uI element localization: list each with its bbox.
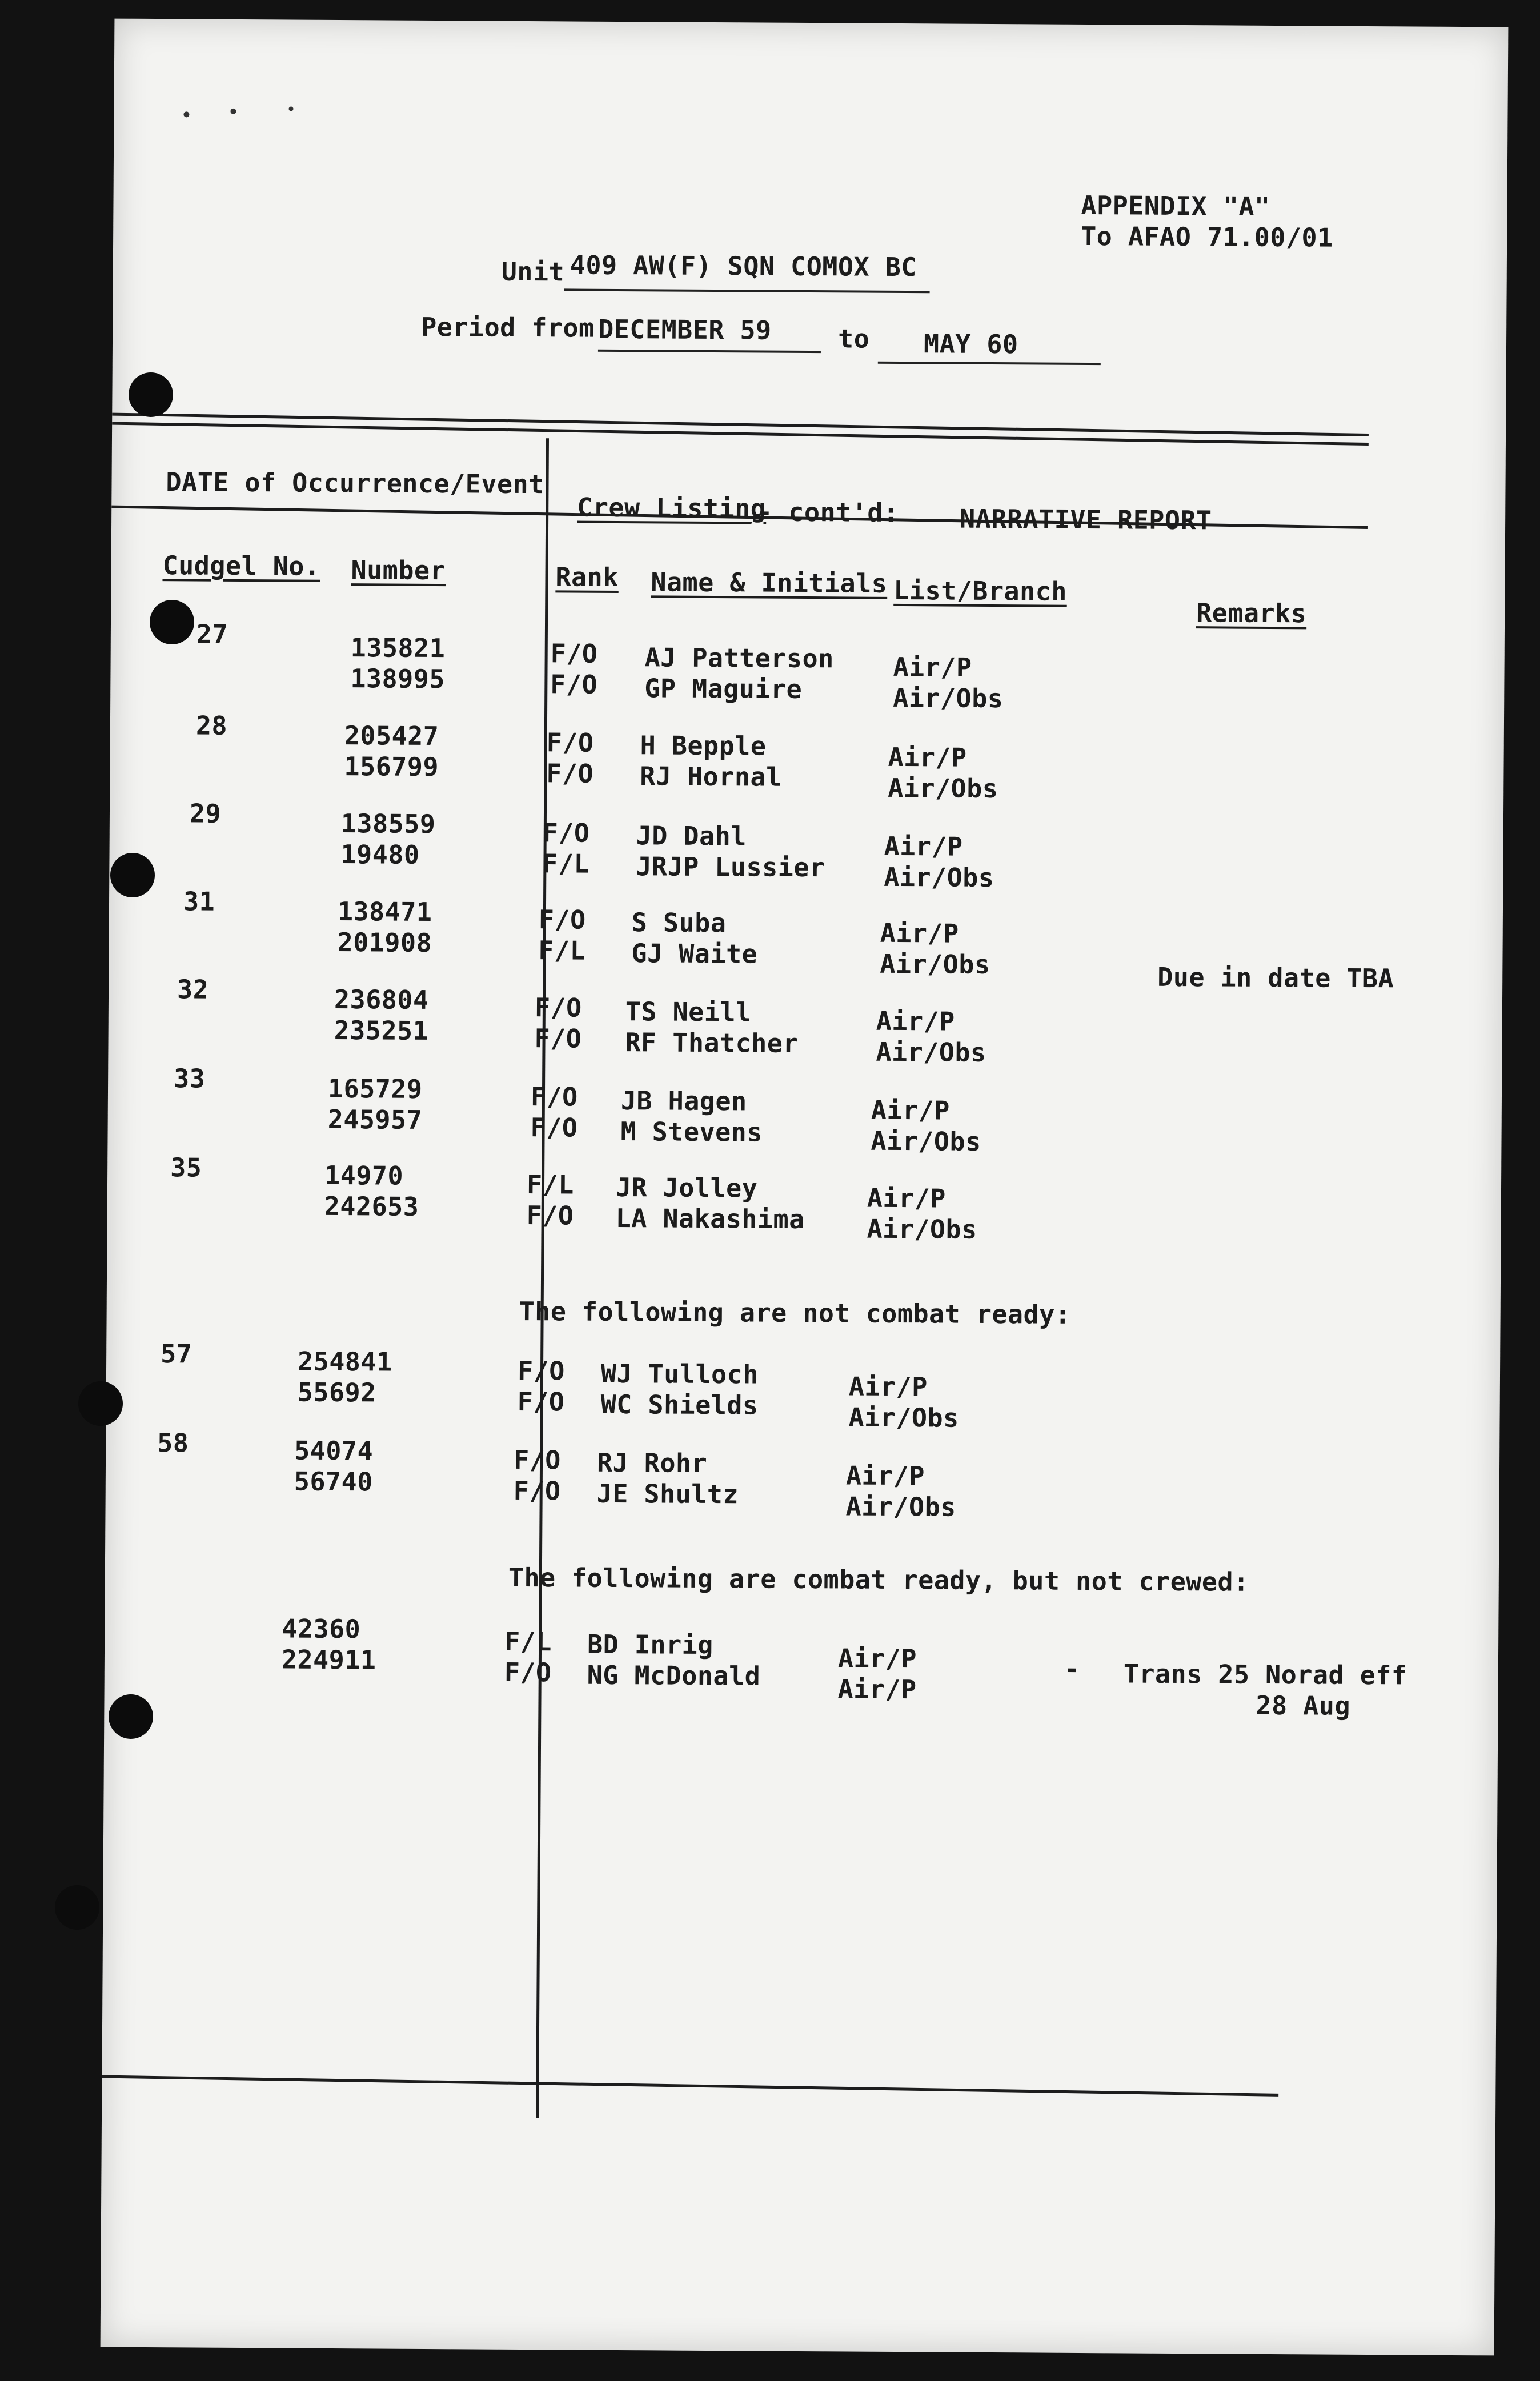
- binder-hole: [78, 1381, 123, 1426]
- list-branch: Air/Obs: [871, 1125, 981, 1157]
- list-branch: Air/P: [884, 831, 963, 862]
- rank: F/O: [504, 1657, 552, 1688]
- remark-due-in-date: Due in date TBA: [1157, 961, 1394, 994]
- combat-ready-not-crewed-heading: The following are combat ready, but not crewed:: [508, 1562, 1249, 1597]
- period-label: Period from: [421, 311, 595, 343]
- cudgel-number: 32: [177, 974, 209, 1005]
- list-branch: Air/Obs: [848, 1402, 959, 1433]
- service-number: 135821: [350, 632, 446, 664]
- member-name: RF Thatcher: [625, 1027, 799, 1059]
- cudgel-number: 31: [183, 886, 215, 917]
- rank: F/L: [538, 935, 586, 966]
- date-occurrence-heading: DATE of Occurrence/Event: [166, 467, 544, 500]
- list-branch: Air/P: [880, 917, 959, 949]
- unit-underline: [564, 288, 930, 293]
- member-name: JB Hagen: [620, 1085, 747, 1117]
- member-name: AJ Patterson: [644, 642, 834, 674]
- member-name: RJ Rohr: [596, 1447, 708, 1478]
- rank: F/L: [526, 1169, 574, 1200]
- service-number: 205427: [344, 720, 439, 752]
- cudgel-number: 57: [161, 1338, 192, 1369]
- afao-reference: To AFAO 71.00/01: [1081, 221, 1333, 253]
- service-number: 224911: [281, 1644, 376, 1675]
- list-branch: Air/Obs: [888, 772, 998, 804]
- service-number: 242653: [324, 1190, 419, 1222]
- remark-dash: -: [1064, 1653, 1080, 1684]
- period-to-label: to: [837, 323, 870, 354]
- rank: F/O: [546, 758, 594, 789]
- service-number: 156799: [344, 751, 439, 783]
- service-number: 42360: [282, 1613, 361, 1645]
- list-branch: Air/Obs: [867, 1213, 977, 1245]
- cudgel-number: 28: [195, 710, 228, 741]
- member-name: JD Dahl: [636, 820, 747, 852]
- unit-value: 409 AW(F) SQN COMOX BC: [570, 250, 917, 283]
- rank: F/O: [534, 992, 582, 1023]
- column-divider: [536, 438, 549, 2118]
- unit-label: Unit: [501, 256, 565, 287]
- ink-speck: [288, 106, 293, 111]
- member-name: GJ Waite: [631, 938, 758, 969]
- service-number: 54074: [294, 1435, 374, 1466]
- rank: F/O: [517, 1355, 565, 1386]
- period-to-value: MAY 60: [923, 328, 1018, 360]
- rank: F/O: [513, 1444, 562, 1476]
- remark-transfer: Trans 25 Norad eff: [1123, 1658, 1407, 1691]
- service-number: 14970: [324, 1160, 404, 1191]
- list-branch: Air/P: [848, 1371, 928, 1402]
- member-name: RJ Hornal: [640, 761, 782, 792]
- rank: F/L: [542, 848, 590, 879]
- member-name: JR Jolley: [615, 1172, 758, 1204]
- member-name: H Bepple: [640, 730, 767, 761]
- cudgel-number: 58: [157, 1428, 189, 1458]
- list-branch: Air/P: [867, 1183, 947, 1214]
- rank: F/O: [542, 817, 590, 848]
- footer-rule: [102, 2075, 1278, 2097]
- service-number: 245957: [327, 1104, 423, 1135]
- binder-hole: [110, 853, 155, 897]
- ink-speck: [230, 109, 236, 114]
- service-number: 235251: [334, 1015, 429, 1046]
- service-number: 138471: [337, 896, 432, 928]
- member-name: TS Neill: [625, 996, 752, 1028]
- service-number: 138559: [340, 808, 436, 840]
- member-name: GP Maguire: [644, 673, 803, 704]
- rank: F/O: [538, 904, 586, 935]
- cudgel-column-header: Cudgel No.: [162, 550, 320, 582]
- service-number: 56740: [294, 1466, 373, 1497]
- list-branch: Air/P: [837, 1674, 917, 1705]
- member-name: WC Shields: [600, 1389, 759, 1421]
- rank-column-header: Rank: [555, 562, 619, 592]
- list-branch: Air/P: [871, 1095, 950, 1126]
- member-name: WJ Tulloch: [600, 1358, 759, 1390]
- list-branch: Air/Obs: [876, 1036, 986, 1068]
- list-branch: Air/P: [893, 651, 972, 683]
- remarks-column-header: Remarks: [1196, 598, 1307, 629]
- name-column-header: Name & Initials: [651, 567, 888, 599]
- narrative-report-heading: NARRATIVE REPORT: [959, 503, 1212, 536]
- cudgel-number: 35: [170, 1152, 202, 1183]
- service-number: 138995: [350, 663, 446, 695]
- rank: F/O: [534, 1023, 582, 1054]
- service-number: 236804: [334, 984, 429, 1015]
- rank: F/O: [530, 1081, 578, 1112]
- list-branch: Air/P: [845, 1460, 925, 1492]
- binder-hole: [129, 372, 173, 417]
- rank: F/O: [550, 669, 598, 700]
- service-number: 201908: [337, 927, 432, 959]
- rank: F/O: [546, 727, 594, 758]
- list-branch: Air/Obs: [893, 682, 1004, 714]
- service-number: 165729: [327, 1073, 423, 1104]
- member-name: NG McDonald: [587, 1660, 761, 1691]
- crew-listing-heading: Crew Listing: [577, 492, 767, 524]
- rank: F/O: [517, 1386, 565, 1417]
- member-name: BD Inrig: [587, 1629, 714, 1661]
- member-name: S Suba: [631, 907, 727, 939]
- binder-hole: [150, 600, 194, 644]
- service-number: 19480: [340, 839, 420, 870]
- remark-transfer-date: 28 Aug: [1256, 1690, 1351, 1721]
- member-name: M Stevens: [620, 1116, 763, 1148]
- list-branch: Air/Obs: [845, 1491, 956, 1522]
- appendix-label: APPENDIX "A": [1081, 190, 1270, 222]
- rank: F/O: [550, 638, 598, 669]
- list-branch: Air/P: [837, 1643, 917, 1674]
- cudgel-number: 33: [173, 1063, 206, 1094]
- service-number: 254841: [297, 1346, 392, 1377]
- ink-speck: [183, 111, 189, 117]
- cudgel-number: 27: [196, 619, 228, 650]
- period-from-value: DECEMBER 59: [598, 314, 772, 346]
- rank: F/O: [513, 1475, 561, 1506]
- rank: F/O: [530, 1112, 578, 1143]
- period-from-underline: [598, 350, 821, 353]
- service-number: 55692: [297, 1377, 376, 1408]
- cudgel-number: 29: [189, 798, 222, 829]
- not-combat-ready-heading: The following are not combat ready:: [519, 1296, 1071, 1330]
- list-branch: Air/P: [888, 741, 967, 773]
- list-branch: Air/Obs: [884, 861, 994, 893]
- binder-hole: [109, 1694, 153, 1739]
- member-name: JRJP Lussier: [636, 851, 825, 883]
- contd-label: - cont'd:: [757, 496, 899, 528]
- member-name: JE Shultz: [596, 1478, 739, 1510]
- document-page: [101, 19, 1509, 2356]
- branch-column-header: List/Branch: [893, 575, 1068, 607]
- list-branch: Air/Obs: [880, 948, 990, 980]
- number-column-header: Number: [351, 555, 446, 586]
- binder-hole: [55, 1885, 99, 1930]
- rank: F/O: [526, 1200, 574, 1231]
- list-branch: Air/P: [876, 1005, 955, 1037]
- period-to-underline: [878, 362, 1101, 365]
- rank: F/L: [504, 1626, 552, 1657]
- member-name: LA Nakashima: [615, 1202, 805, 1235]
